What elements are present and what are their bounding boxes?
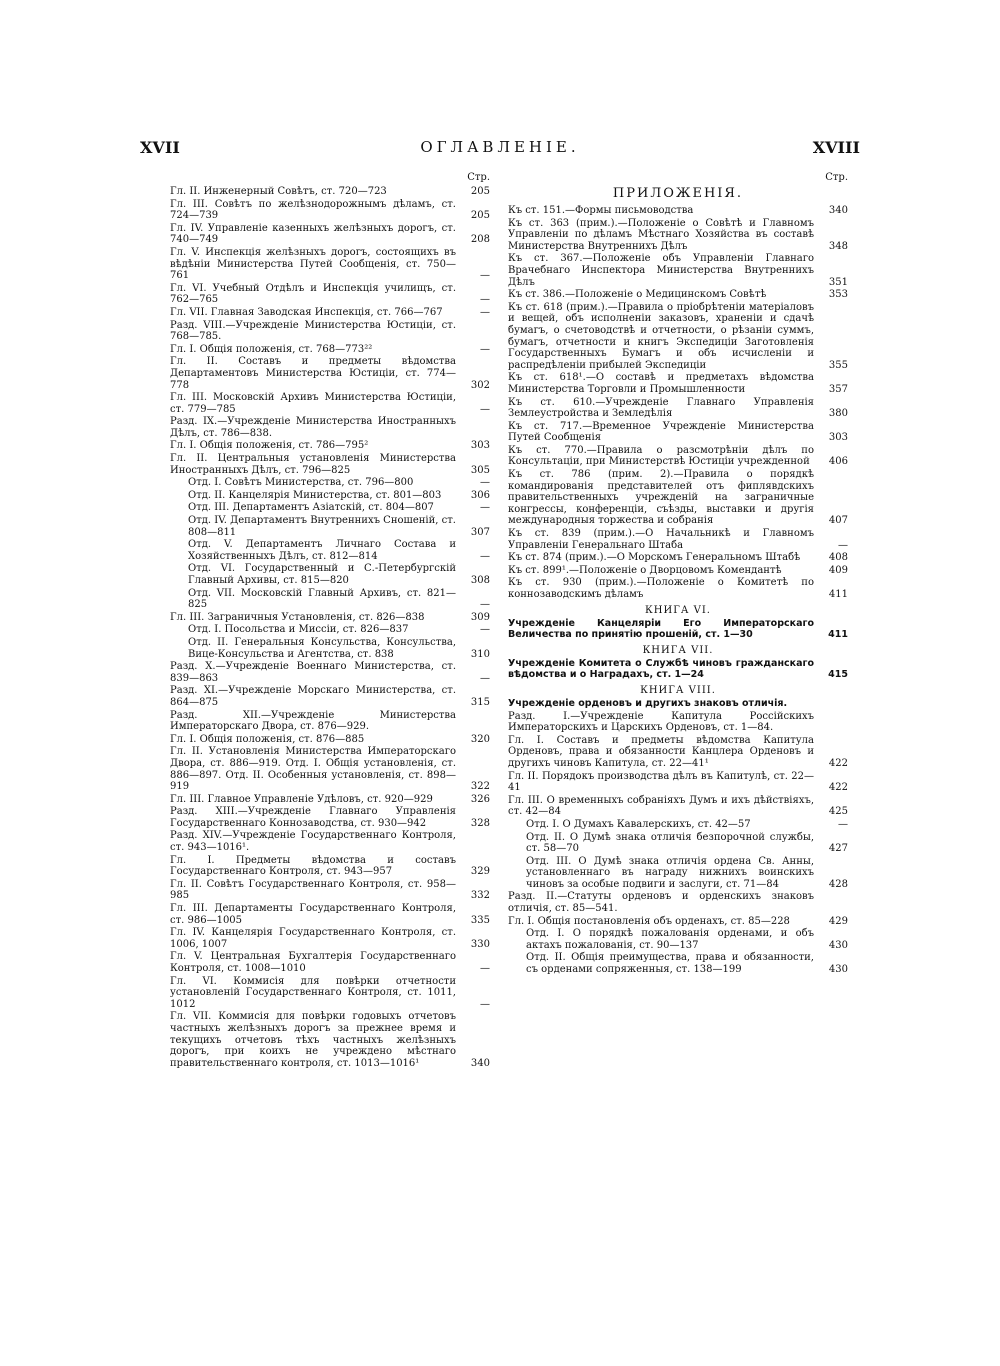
toc-entry-page: 409 bbox=[828, 564, 848, 576]
toc-entry bbox=[508, 421, 848, 444]
toc-entry-page: — bbox=[480, 998, 490, 1010]
toc-entry-text: Гл. IV. Канцелярія Государственнаго Контроля, ст. 1006, 1007 bbox=[170, 927, 456, 950]
toc-entry-page: — bbox=[480, 477, 490, 489]
book-8-heading-text: Учрежденіе орденовъ и другихъ знаковъ отличія. bbox=[508, 697, 788, 709]
toc-entry-page: 332 bbox=[470, 890, 490, 902]
toc-entry-text: Къ ст. 618 (прим.).—Правила о пріобрѣтеніи матеріаловъ и вещей, объ исполненіи заказовъ, храненіи и сдачѣ бумагъ, о счетоводствѣ и отчетности, о рѣзаніи суммъ, бумагъ, отчетности и книгъ Экспедиціи Заготовленія Государственныхъ Бумагъ и объ исчисленіи и распредѣленіи прибылей Экспедиціи bbox=[508, 301, 814, 371]
toc-entry-page: — bbox=[480, 624, 490, 636]
toc-entry-page: 310 bbox=[470, 648, 490, 660]
toc-entry-page: 430 bbox=[828, 964, 848, 976]
toc-entry-page: 208 bbox=[470, 234, 490, 246]
toc-entry-page: 428 bbox=[828, 878, 848, 890]
toc-entry-text: Гл. VII. Главная Заводская Инспекція, ст. 766—767 bbox=[170, 306, 443, 318]
toc-entry-page: 429 bbox=[828, 915, 848, 927]
toc-entry-text: Къ ст. 618¹.—О составѣ и предметахъ вѣдомства Министерства Торговли и Промышленности bbox=[508, 372, 814, 395]
toc-entry-text: Гл. VI. Коммисія для повѣрки отчетности установленій Государственнаго Контроля, ст. 1011, 1012 bbox=[170, 975, 456, 1010]
toc-entry bbox=[508, 795, 848, 818]
toc-entry-text: Отд. III. Департаментъ Азіатскій, ст. 804—807 bbox=[188, 502, 434, 514]
toc-entry bbox=[170, 320, 490, 343]
toc-entry-page: 411 bbox=[828, 589, 848, 600]
left-entries-list bbox=[170, 186, 490, 1069]
toc-entry-page: 425 bbox=[828, 806, 848, 818]
toc-entry-page: — bbox=[480, 502, 490, 514]
toc-entry-text: Разд. XIV.—Учрежденіе Государственнаго Контроля, ст. 943—1016¹. bbox=[170, 830, 456, 854]
toc-entry-page: — bbox=[480, 343, 490, 355]
toc-entry bbox=[508, 711, 848, 734]
toc-entry bbox=[170, 247, 490, 282]
toc-entry-text: Къ ст. 717.—Временное Учрежденіе Министерства Путей Сообщенія bbox=[508, 420, 814, 444]
toc-entry bbox=[170, 734, 490, 746]
toc-entry-text: Отд. V. Департаментъ Личнаго Состава и Хозяйственныхъ Дѣлъ, ст. 812—814 bbox=[188, 539, 456, 562]
toc-entry-text: Гл. I. Общія положенія, ст. 786—795² bbox=[170, 440, 369, 452]
toc-entry-page: 348 bbox=[828, 240, 848, 252]
toc-entry-text: Гл. II. Инженерный Совѣтъ, ст. 720—723 bbox=[170, 186, 387, 197]
toc-entry-page: — bbox=[480, 403, 490, 415]
toc-entry bbox=[508, 577, 848, 600]
toc-entry-page: 305 bbox=[470, 464, 490, 476]
toc-entry bbox=[508, 771, 848, 794]
toc-entry bbox=[170, 612, 490, 624]
toc-entry-page: 355 bbox=[828, 359, 848, 371]
toc-entry-page: 326 bbox=[470, 793, 490, 805]
toc-entry-text: Отд. II. Генеральныя Консульства, Консульства, Вице-Консульства и Агентства, ст. 838 bbox=[188, 636, 456, 660]
toc-entry-page: 328 bbox=[470, 817, 490, 829]
book-8-heading bbox=[508, 698, 848, 710]
toc-entry-text: Къ ст. 839 (прим.).—О Начальникѣ и Главномъ Управленіи Генеральнаго Штаба bbox=[508, 528, 814, 551]
toc-entry bbox=[170, 199, 490, 222]
toc-entry-text: Учрежденіе Канцеляріи Его Императорскаго Величества по принятію прошеній, ст. 1—30 bbox=[508, 617, 814, 641]
toc-entry-text: Гл. II. Центральныя установленія Министерства Иностранныхъ Дѣлъ, ст. 796—825 bbox=[170, 453, 456, 476]
toc-entry-text: Отд. I. О порядкѣ пожалованія орденами, и объ актахъ пожалованія, ст. 90—137 bbox=[526, 928, 814, 951]
toc-entry bbox=[508, 445, 848, 468]
toc-entry bbox=[170, 661, 490, 684]
toc-entry-page: 330 bbox=[470, 938, 490, 950]
toc-entry bbox=[508, 289, 848, 301]
book-8-entries bbox=[508, 711, 848, 976]
toc-entry-text: Разд. XII.—Учрежденіе Министерства Императорскаго Двора, ст. 876—929. bbox=[170, 709, 456, 733]
appendix-entries-list bbox=[508, 205, 848, 601]
toc-entry-page: 302 bbox=[470, 379, 490, 391]
toc-entry-text: Къ ст. 786 (прим. 2).—Правила о порядкѣ командированія представителей отъ фиплявдскихъ правительственныхъ учрежденій на заграничные конгрессы, конференціи, съѣзды, выставки и другія международныя торжества и собранія bbox=[508, 469, 814, 527]
toc-entry-page: 430 bbox=[828, 939, 848, 951]
toc-entry bbox=[170, 710, 490, 733]
toc-entry-text: Гл. I. Составъ и предметы вѣдомства Капитула Орденовъ, права и обязанности Канцлера Орденовъ и другихъ чиновъ Капитула, ст. 22—41¹ bbox=[508, 734, 814, 769]
toc-entry-text: Отд. I. Совѣтъ Министерства, ст. 796—800 bbox=[188, 477, 414, 489]
toc-entry-page: 307 bbox=[470, 526, 490, 538]
toc-entry-text: Къ ст. 363 (прим.).—Положеніе о Совѣтѣ и Главномъ Управленіи по дѣламъ Мѣстнаго Хозяйства въ составѣ Министерства Внутреннихъ Дѣлъ bbox=[508, 217, 814, 252]
toc-entry bbox=[508, 397, 848, 420]
toc-entry-page: 306 bbox=[470, 489, 490, 501]
toc-entry-page: — bbox=[480, 306, 490, 318]
toc-entry-text: Гл. III. О временныхъ собраніяхъ Думъ и ихъ дѣйствіяхъ, ст. 42—84 bbox=[508, 794, 814, 818]
toc-entry-page: 422 bbox=[828, 782, 848, 794]
toc-entry-page: 303 bbox=[470, 440, 490, 452]
toc-entry-text: Разд. XIII.—Учрежденіе Главнаго Управленія Государственнаго Коннозаводства, ст. 930—942 bbox=[170, 806, 456, 829]
toc-entry-page: 340 bbox=[828, 205, 848, 216]
toc-entry bbox=[188, 588, 490, 611]
page-header bbox=[140, 138, 860, 168]
toc-entry-text: Отд. I. Посольства и Миссіи, ст. 826—837 bbox=[188, 624, 409, 636]
toc-entry bbox=[170, 746, 490, 792]
toc-entry-text: Къ ст. 386.—Положеніе о Медицинскомъ Совѣтѣ bbox=[508, 289, 767, 301]
toc-entry-page: — bbox=[480, 672, 490, 684]
toc-entry-text: Къ ст. 874 (прим.).—О Морскомъ Генеральномъ Штабѣ bbox=[508, 552, 801, 564]
toc-entry-page: — bbox=[480, 599, 490, 611]
toc-entry bbox=[170, 794, 490, 806]
toc-entry-text: Гл. I. Общія постановленія объ орденахъ, ст. 85—228 bbox=[508, 915, 790, 927]
toc-entry bbox=[508, 253, 848, 288]
toc-entry-page: — bbox=[480, 294, 490, 306]
toc-entry bbox=[188, 563, 490, 586]
toc-entry bbox=[188, 502, 490, 514]
toc-entry bbox=[508, 618, 848, 641]
toc-entry bbox=[508, 372, 848, 395]
toc-entry bbox=[170, 927, 490, 950]
toc-entry bbox=[188, 539, 490, 562]
toc-entry bbox=[508, 469, 848, 527]
toc-entry-text: Къ ст. 899¹.—Положеніе о Дворцовомъ Комендантѣ bbox=[508, 564, 782, 576]
toc-entry-text: Гл. VI. Учебный Отдѣлъ и Инспекція училищъ, ст. 762—765 bbox=[170, 282, 456, 306]
left-page-number: XVII bbox=[140, 138, 180, 157]
toc-entry bbox=[170, 392, 490, 415]
toc-entry-text: Отд. IV. Департаментъ Внутреннихъ Сношеній, ст. 808—811 bbox=[188, 515, 456, 538]
toc-entry bbox=[526, 856, 848, 891]
page-title: ОГЛАВЛЕНІЕ. bbox=[420, 138, 580, 156]
toc-entry-page: 408 bbox=[828, 552, 848, 564]
toc-entry-page: 427 bbox=[828, 843, 848, 855]
toc-entry bbox=[188, 490, 490, 502]
toc-entry-page: 406 bbox=[828, 456, 848, 468]
page-column-label: Стр. bbox=[825, 172, 848, 183]
toc-entry bbox=[170, 855, 490, 878]
toc-entry-page: 335 bbox=[470, 914, 490, 926]
toc-entry bbox=[526, 832, 848, 855]
toc-entry bbox=[508, 205, 848, 217]
page-column-label: Стр. bbox=[467, 172, 490, 183]
toc-entry-page: 205 bbox=[470, 210, 490, 222]
toc-entry bbox=[508, 218, 848, 253]
book-7-title: КНИГА VII. bbox=[642, 644, 714, 656]
toc-entry bbox=[170, 283, 490, 306]
toc-entry-text: Разд. II.—Статуты орденовъ и орденскихъ знаковъ отличія, ст. 85—541. bbox=[508, 891, 814, 915]
toc-entry bbox=[170, 307, 490, 319]
toc-entry-text: Гл. VII. Коммисія для повѣрки годовыхъ отчетовъ частныхъ желѣзныхъ дорогъ за прежнее время и текущихъ отчетовъ тѣхъ частныхъ желѣзныхъ дорогъ, при коихъ не учреждено мѣстнаго правительственнаго контроля, ст. 1013—1016¹ bbox=[170, 1011, 456, 1069]
toc-entry bbox=[188, 515, 490, 538]
toc-entry-page: 205 bbox=[470, 186, 490, 197]
toc-entry-text: Гл. V. Центральная Бухгалтерія Государственнаго Контроля, ст. 1008—1010 bbox=[170, 951, 456, 974]
toc-entry-page: 309 bbox=[470, 611, 490, 623]
toc-entry-page: 308 bbox=[470, 575, 490, 586]
toc-entry-text: Отд. III. О Думѣ знака отличія ордена Св. Анны, установленнаго въ награду нижнихъ воинскихъ чиновъ за особые подвиги и заслуги, ст. 71—84 bbox=[526, 855, 814, 890]
toc-entry-page: 415 bbox=[828, 669, 848, 681]
toc-entry-text: Разд. VIII.—Учрежденіе Министерства Юстиціи, ст. 768—785. bbox=[170, 319, 456, 343]
toc-entry bbox=[170, 356, 490, 391]
toc-entry-page: 353 bbox=[828, 289, 848, 301]
toc-entry-text: Отд. II. Канцелярія Министерства, ст. 801—803 bbox=[188, 489, 442, 501]
right-column bbox=[508, 172, 848, 977]
toc-entry bbox=[508, 916, 848, 928]
toc-entry-page: — bbox=[480, 963, 490, 974]
toc-entry-text: Разд. IX.—Учрежденіе Министерства Иностранныхъ Дѣлъ, ст. 786—838. bbox=[170, 416, 456, 439]
toc-entry-text: Гл. I. Общія положенія, ст. 876—885 bbox=[170, 733, 365, 745]
toc-entry bbox=[170, 830, 490, 853]
toc-entry-page: 357 bbox=[828, 383, 848, 395]
toc-entry-page: 351 bbox=[828, 276, 848, 288]
toc-entry-text: Къ ст. 770.—Правила о разсмотрѣніи дѣлъ по Консультаціи, при Министерствѣ Юстиціи учрежденной bbox=[508, 444, 814, 468]
toc-entry bbox=[526, 952, 848, 975]
toc-entry-text: Разд. X.—Учрежденіе Военнаго Министерства, ст. 839—863 bbox=[170, 661, 456, 684]
toc-entry-text: Отд. I. О Думахъ Кавалерскихъ, ст. 42—57 bbox=[526, 818, 751, 830]
toc-entry-text: Отд. VI. Государственный и С.-Петербургскій Главный Архивы, ст. 815—820 bbox=[188, 563, 456, 586]
toc-entry-text: Гл. II. Установленія Министерства Императорскаго Двора, ст. 886—919. Отд. I. Общія установленія, ст. 886—897. Отд. II. Особенныя установленія, ст. 898—919 bbox=[170, 746, 456, 793]
toc-entry bbox=[170, 1011, 490, 1069]
toc-entry-page: 422 bbox=[828, 757, 848, 769]
toc-entry bbox=[170, 903, 490, 926]
right-page-number: XVIII bbox=[812, 138, 860, 157]
toc-entry-text: Разд. XI.—Учрежденіе Морскаго Министерства, ст. 864—875 bbox=[170, 685, 456, 708]
toc-entry-page: — bbox=[480, 550, 490, 562]
toc-entry-text: Гл. III. Главное Управленіе Удѣловъ, ст. 920—929 bbox=[170, 793, 433, 805]
toc-entry-page: — bbox=[838, 818, 848, 830]
appendix-title: ПРИЛОЖЕНІЯ. bbox=[612, 186, 744, 201]
toc-entry-text: Разд. I.—Учрежденіе Капитула Россійскихъ Императорскихъ и Царскихъ Орденовъ, ст. 1—84. bbox=[508, 710, 814, 734]
toc-entry bbox=[508, 528, 848, 551]
toc-entry bbox=[170, 806, 490, 829]
toc-entry bbox=[188, 637, 490, 660]
toc-entry bbox=[508, 552, 848, 564]
toc-entry-text: Гл. V. Инспекція желѣзныхъ дорогъ, состоящихъ въ вѣдѣніи Министерства Путей Сообщенія, ст. 750—761 bbox=[170, 246, 456, 282]
toc-entry-text: Гл. III. Московскій Архивъ Министерства Юстиціи, ст. 779—785 bbox=[170, 392, 456, 415]
book-6-title: КНИГА VI. bbox=[645, 604, 711, 616]
toc-entry-page: 411 bbox=[828, 629, 848, 641]
toc-entry bbox=[526, 928, 848, 951]
toc-entry bbox=[170, 416, 490, 439]
toc-entry bbox=[526, 819, 848, 831]
toc-entry bbox=[170, 879, 490, 902]
toc-entry-page: 315 bbox=[470, 696, 490, 708]
toc-entry-page: — bbox=[838, 539, 848, 551]
toc-entry bbox=[170, 685, 490, 708]
toc-entry-text: Гл. II. Составъ и предметы вѣдомства Департаментовъ Министерства Юстиціи, ст. 774—778 bbox=[170, 356, 456, 391]
toc-entry-page: 320 bbox=[470, 733, 490, 745]
book-6-entries bbox=[508, 618, 848, 641]
toc-entry bbox=[170, 453, 490, 476]
book-7-entries bbox=[508, 658, 848, 681]
toc-entry bbox=[170, 186, 490, 198]
toc-entry bbox=[508, 565, 848, 577]
toc-entry-text: Гл. II. Совѣтъ Государственнаго Контроля, ст. 958—985 bbox=[170, 878, 456, 902]
toc-entry bbox=[170, 223, 490, 246]
toc-entry-text: Гл. II. Порядокъ производства дѣлъ въ Капитулѣ, ст. 22—41 bbox=[508, 770, 814, 794]
toc-entry bbox=[170, 440, 490, 452]
toc-entry bbox=[508, 891, 848, 914]
book-8-title: КНИГА VIII. bbox=[640, 684, 716, 696]
toc-entry bbox=[170, 951, 490, 974]
toc-entry-text: Гл. III. Заграничныя Установленія, ст. 826—838 bbox=[170, 611, 425, 623]
toc-entry-page: 303 bbox=[828, 432, 848, 444]
toc-entry bbox=[508, 658, 848, 681]
toc-entry-text: Отд. VII. Московскій Главный Архивъ, ст. 821—825 bbox=[188, 587, 456, 611]
toc-entry bbox=[508, 302, 848, 372]
toc-entry-text: Къ ст. 610.—Учрежденіе Главнаго Управленія Землеустройства и Земледѣлія bbox=[508, 396, 814, 420]
toc-entry-page: 407 bbox=[828, 515, 848, 527]
toc-entry-text: Къ ст. 367.—Положеніе объ Управленіи Главнаго Врачебнаго Инспектора Министерства Внутреннихъ Дѣлъ bbox=[508, 253, 814, 288]
toc-entry-text: Гл. III. Совѣтъ по желѣзнодорожнымъ дѣламъ, ст. 724—739 bbox=[170, 198, 456, 222]
toc-entry-page: 322 bbox=[470, 781, 490, 793]
toc-entry-text: Къ ст. 151.—Формы письмоводства bbox=[508, 205, 694, 216]
toc-entry-page: 380 bbox=[828, 408, 848, 420]
toc-entry bbox=[170, 344, 490, 356]
toc-entry-text: Учрежденіе Комитета о Службѣ чиновъ гражданскаго вѣдомства и о Наградахъ, ст. 1—24 bbox=[508, 657, 814, 681]
toc-entry bbox=[188, 477, 490, 489]
toc-entry-page: 340 bbox=[470, 1057, 490, 1069]
toc-entry-text: Гл. III. Департаменты Государственнаго Контроля, ст. 986—1005 bbox=[170, 903, 456, 926]
toc-entry-text: Гл. I. Предметы вѣдомства и составъ Государственнаго Контроля, ст. 943—957 bbox=[170, 854, 456, 878]
toc-entry-page: — bbox=[480, 270, 490, 282]
toc-entry bbox=[170, 976, 490, 1011]
toc-entry-text: Отд. II. Общія преимущества, права и обязанности, съ орденами сопряженныя, ст. 138—199 bbox=[526, 952, 814, 976]
toc-entry bbox=[188, 624, 490, 636]
left-column bbox=[170, 172, 490, 1070]
toc-entry-text: Отд. II. О Думѣ знака отличія безпорочной службы, ст. 58—70 bbox=[526, 831, 814, 855]
toc-entry-text: Гл. IV. Управленіе казенныхъ желѣзныхъ дорогъ, ст. 740—749 bbox=[170, 222, 456, 246]
toc-entry bbox=[508, 735, 848, 770]
toc-entry-text: Гл. I. Общія положенія, ст. 768—773²² bbox=[170, 343, 373, 355]
toc-entry-page: 329 bbox=[470, 866, 490, 878]
toc-entry-text: Къ ст. 930 (прим.).—Положеніе о Комитетѣ по коннозаводскимъ дѣламъ bbox=[508, 577, 814, 600]
